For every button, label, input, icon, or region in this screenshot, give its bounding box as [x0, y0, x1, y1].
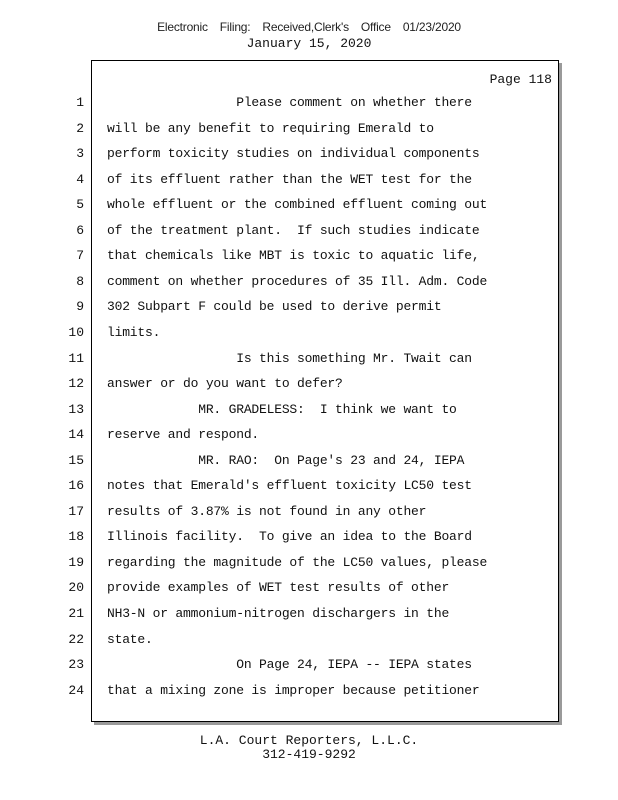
- line-number: 8: [76, 274, 84, 289]
- line-number: 14: [68, 427, 84, 442]
- line-number: 7: [76, 248, 84, 263]
- transcript-line: Please comment on whether there: [107, 95, 472, 110]
- transcript-line: limits.: [107, 325, 161, 340]
- transcript-line: results of 3.87% is not found in any other: [107, 504, 427, 519]
- transcript-line: MR. RAO: On Page's 23 and 24, IEPA: [107, 453, 465, 468]
- transcript-line: 302 Subpart F could be used to derive permit: [107, 299, 442, 314]
- line-number: 22: [68, 632, 84, 647]
- transcript-line: regarding the magnitude of the LC50 values, please: [107, 555, 488, 570]
- stamp-date: 01/23/2020: [402, 20, 461, 34]
- line-number: 23: [68, 657, 84, 672]
- transcript-line: of its effluent rather than the WET test for the: [107, 172, 472, 187]
- line-number: 24: [68, 683, 84, 698]
- transcript-line: that chemicals like MBT is toxic to aquatic life,: [107, 248, 480, 263]
- line-number: 5: [76, 197, 84, 212]
- stamp-office: Office: [360, 20, 391, 34]
- line-number: 10: [68, 325, 84, 340]
- transcript-line: answer or do you want to defer?: [107, 376, 343, 391]
- line-number: 17: [68, 504, 84, 519]
- footer-phone: 312-419-9292: [262, 747, 356, 762]
- stamp-electronic: Electronic: [157, 20, 208, 34]
- line-number: 13: [68, 402, 84, 417]
- line-number: 21: [68, 606, 84, 621]
- hearing-date: January 15, 2020: [246, 36, 372, 51]
- transcript-line: notes that Emerald's effluent toxicity LC50 test: [107, 478, 472, 493]
- line-number: 20: [68, 580, 84, 595]
- line-number: 16: [68, 478, 84, 493]
- transcript-line: state.: [107, 632, 153, 647]
- transcript-line: Is this something Mr. Twait can: [107, 351, 472, 366]
- filing-stamp: [0, 20, 618, 34]
- line-number: 4: [76, 172, 84, 187]
- transcript-line: will be any benefit to requiring Emerald to: [107, 121, 434, 136]
- transcript-line: reserve and respond.: [107, 427, 260, 442]
- line-number: 1: [76, 95, 84, 110]
- stamp-filing: Filing:: [219, 20, 251, 34]
- line-number: 15: [68, 453, 84, 468]
- transcript-line: On Page 24, IEPA -- IEPA states: [107, 657, 472, 672]
- page-number: Page 118: [489, 72, 552, 87]
- transcript-line: comment on whether procedures of 35 Ill. Adm. Code: [107, 274, 488, 289]
- transcript-line: whole effluent or the combined effluent coming out: [107, 197, 488, 212]
- transcript-line: NH3-N or ammonium-nitrogen dischargers in the: [107, 606, 450, 621]
- line-number: 9: [76, 299, 84, 314]
- transcript-line: perform toxicity studies on individual components: [107, 146, 480, 161]
- line-number: 11: [68, 351, 84, 366]
- line-number: 19: [68, 555, 84, 570]
- transcript-line: that a mixing zone is improper because petitioner: [107, 683, 480, 698]
- line-number: 3: [76, 146, 84, 161]
- transcript-line: provide examples of WET test results of other: [107, 580, 450, 595]
- line-number: 12: [68, 376, 84, 391]
- stamp-received: Received,Clerk's: [262, 20, 349, 34]
- transcript-line: of the treatment plant. If such studies indicate: [107, 223, 480, 238]
- line-number: 6: [76, 223, 84, 238]
- footer-company: L.A. Court Reporters, L.L.C.: [199, 733, 419, 748]
- transcript-line: MR. GRADELESS: I think we want to: [107, 402, 457, 417]
- line-number: 18: [68, 529, 84, 544]
- line-number: 2: [76, 121, 84, 136]
- transcript-line: Illinois facility. To give an idea to the Board: [107, 529, 472, 544]
